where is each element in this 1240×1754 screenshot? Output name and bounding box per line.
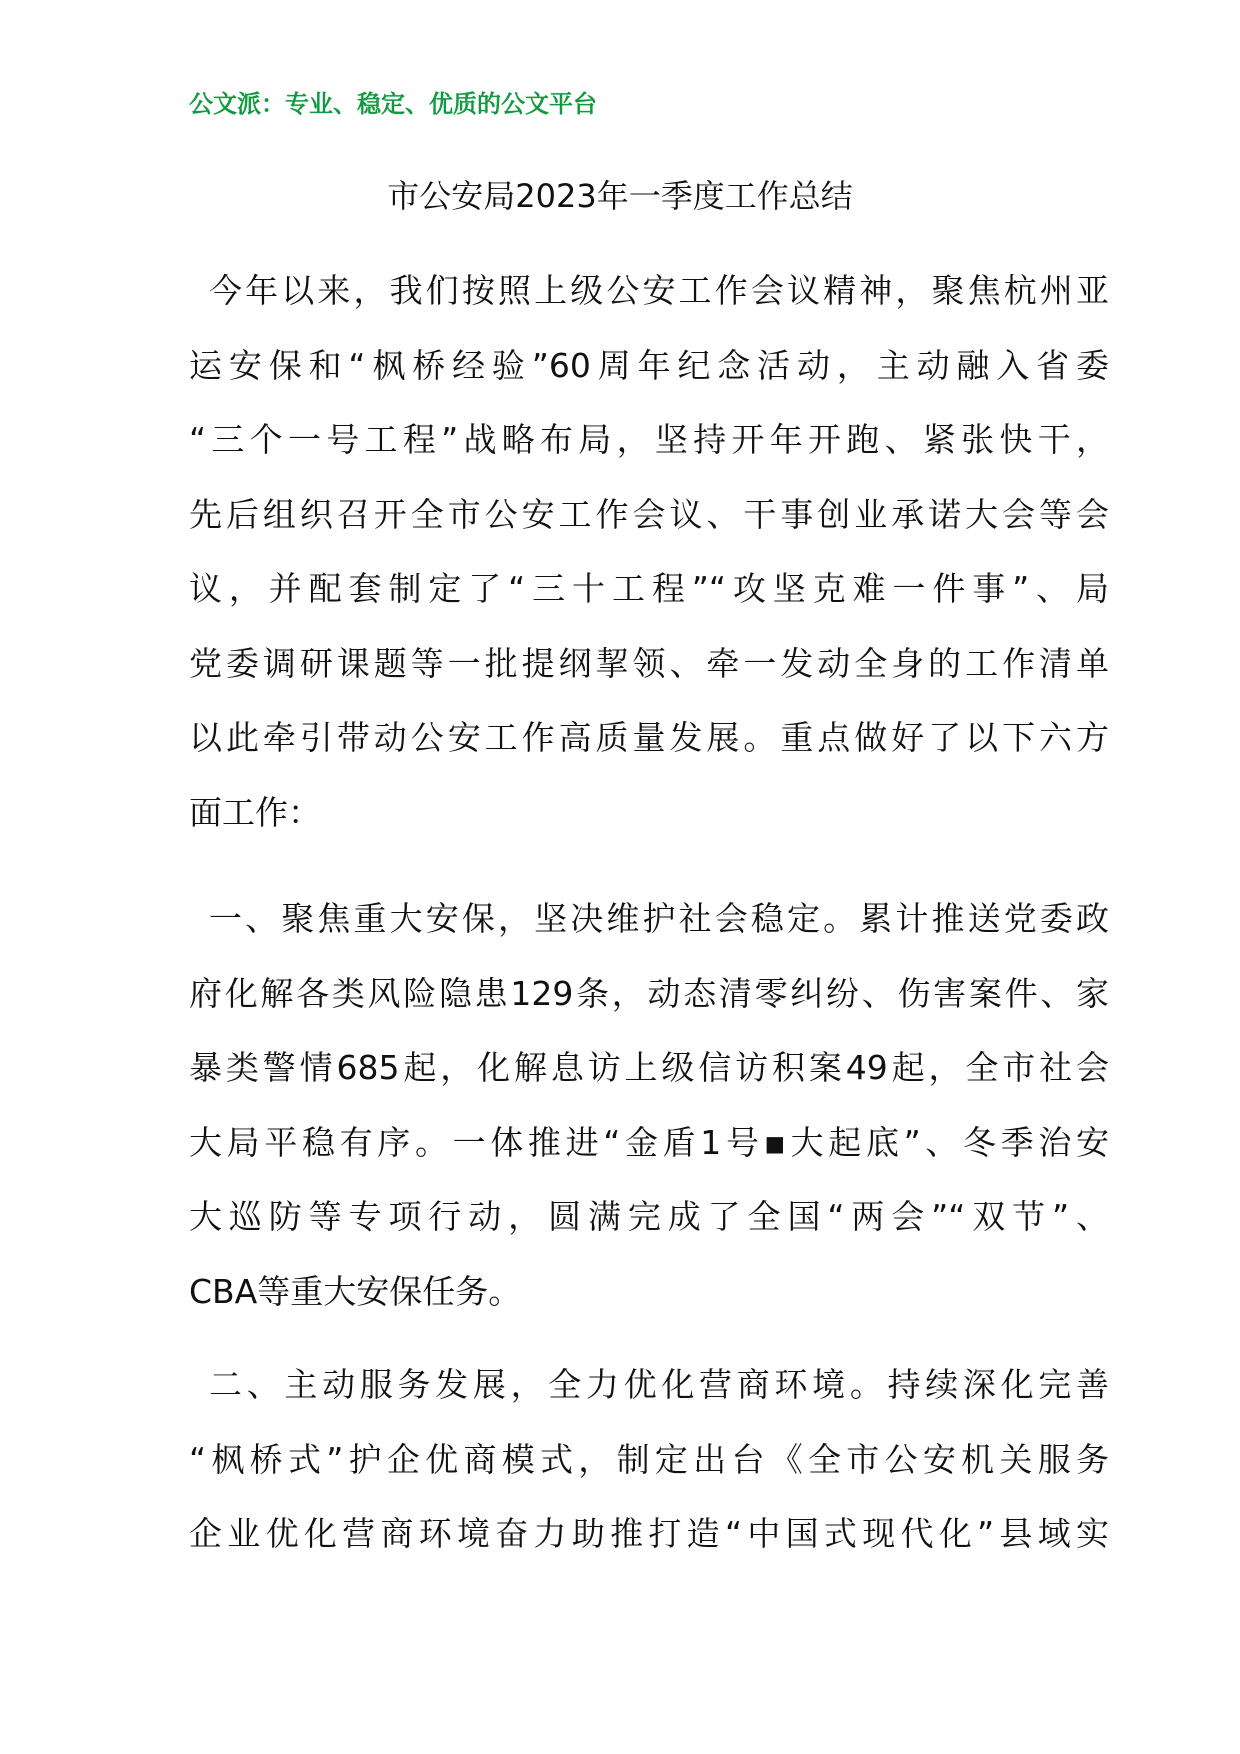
paragraph-line: 议，并配套制定了“三十工程”“攻坚克难一件事”、局	[189, 569, 1109, 608]
paragraph-line: CBA等重大安保任务。	[189, 1271, 522, 1311]
paragraph-line: 一、聚焦重大安保，坚决维护社会稳定。累计推送党委政	[209, 899, 1109, 938]
header-tagline: 公文派：专业、稳定、优质的公文平台	[189, 89, 597, 118]
paragraph-line: 面工作：	[189, 792, 321, 832]
paragraph-line: “枫桥式”护企优商模式，制定出台《全市公安机关服务	[189, 1439, 1109, 1479]
paragraph-line: 企业优化营商环境奋力助推打造“中国式现代化”县域实	[189, 1514, 1109, 1553]
paragraph-line: 今年以来，我们按照上级公安工作会议精神，聚焦杭州亚	[209, 271, 1109, 310]
paragraph-section-one	[189, 882, 1109, 1329]
paragraph-line: 二、主动服务发展，全力优化营商环境。持续深化完善	[209, 1365, 1109, 1404]
paragraph-line: 运安保和“枫桥经验”60周年纪念活动，主动融入省委	[189, 345, 1109, 385]
paragraph-section-two	[189, 1348, 1109, 1572]
paragraph-line: 暴类警情685起，化解息访上级信访积案49起，全市社会	[189, 1048, 1109, 1087]
paragraph-line: 大局平稳有序。一体推进“金盾1号▪大起底”、冬季治安	[189, 1122, 1109, 1162]
paragraph-line: 府化解各类风险隐患129条，动态清零纠纷、伤害案件、家	[189, 973, 1109, 1013]
paragraph-line: 以此牵引带动公安工作高质量发展。重点做好了以下六方	[189, 718, 1109, 757]
paragraph-line: 大巡防等专项行动，圆满完成了全国“两会”“双节”、	[189, 1197, 1109, 1236]
paragraph-line: “三个一号工程”战略布局，坚持开年开跑、紧张快干，	[189, 420, 1109, 459]
paragraph-intro	[189, 254, 1109, 850]
document-title: 市公安局2023年一季度工作总结	[387, 177, 853, 215]
paragraph-line: 先后组织召开全市公安工作会议、干事创业承诺大会等会	[189, 494, 1109, 534]
paragraph-line: 党委调研课题等一批提纲挈领、牵一发动全身的工作清单	[189, 643, 1109, 683]
